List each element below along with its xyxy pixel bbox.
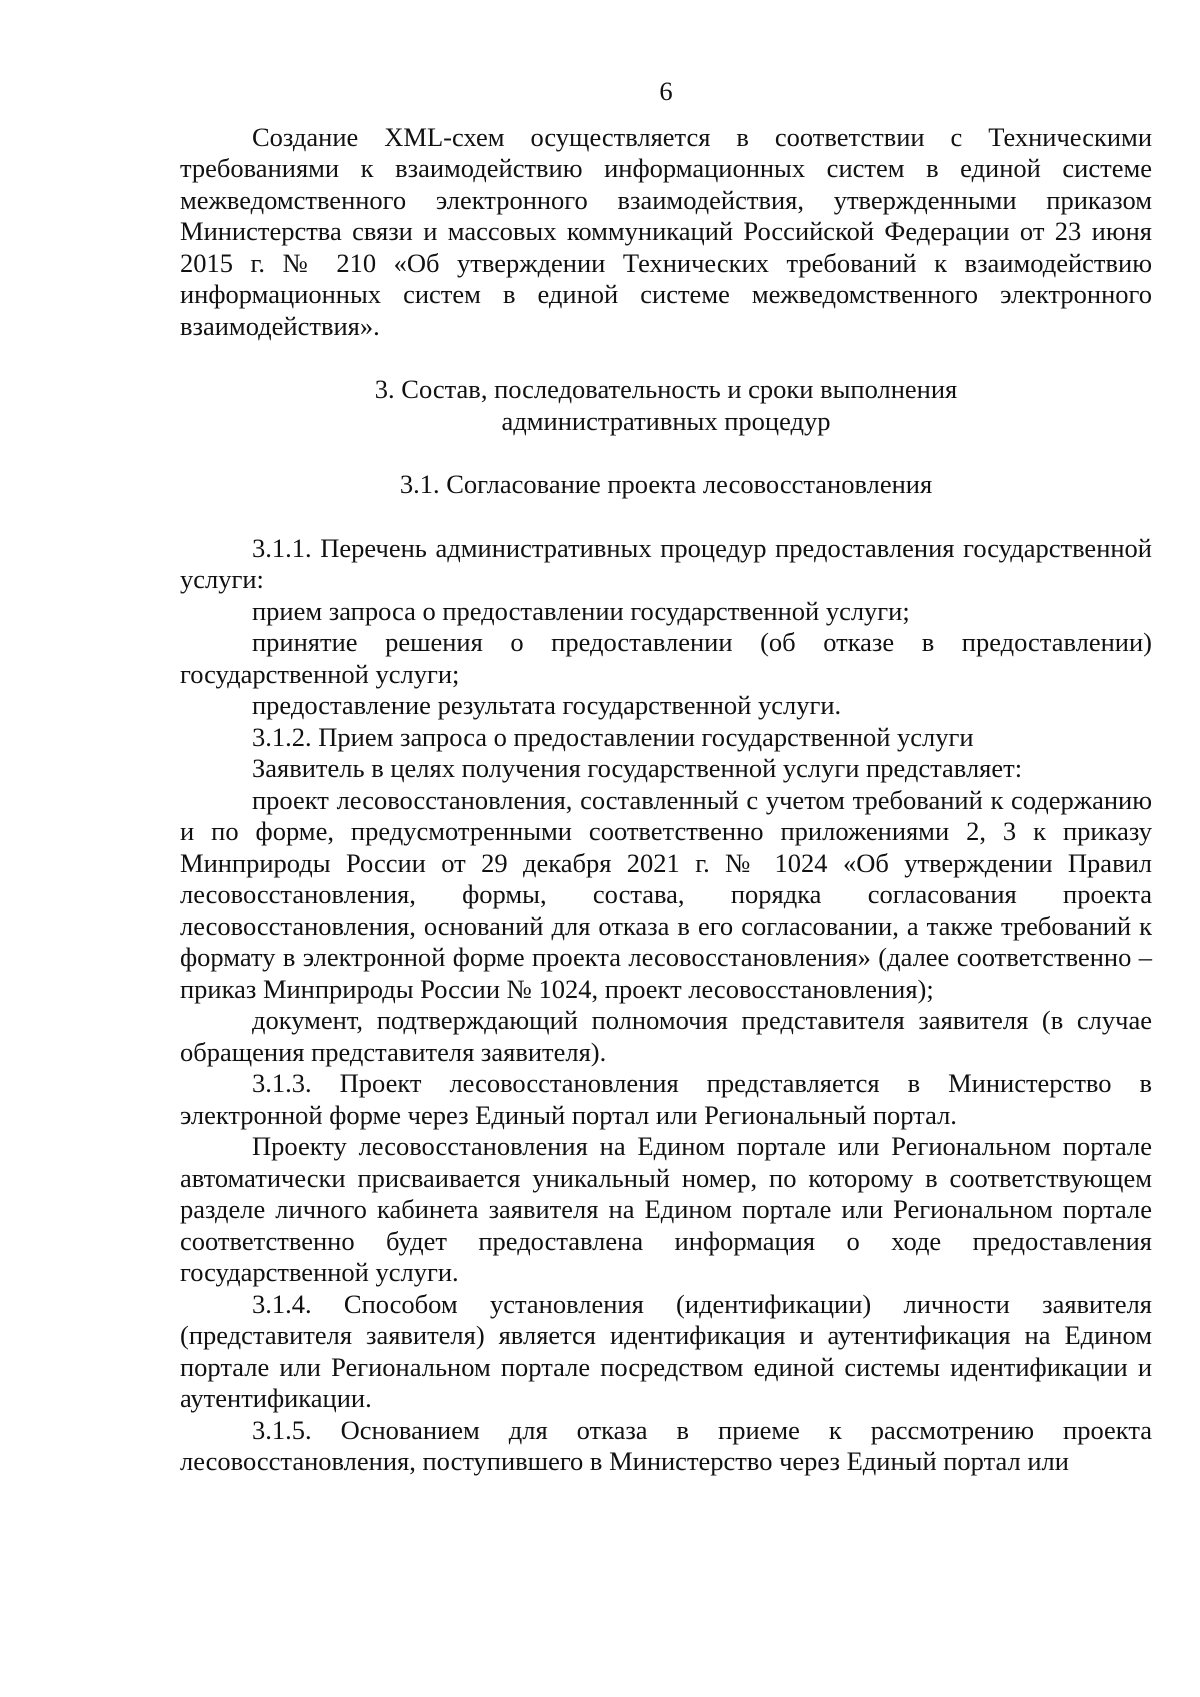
section-heading: [180, 374, 1152, 437]
paragraph-unique-number: Проекту лесовосстановления на Едином портале или Региональном портале автоматически присваивается уникальный номер, по которому в соответствующем разделе личного кабинета заявителя на Едином портале или Региональном портале соответственно будет предоставлена информация о ходе предоставления государственной услуги.: [180, 1131, 1152, 1287]
paragraph-xml-schemas: Создание XML-схем осуществляется в соответствии с Техническими требованиями к взаимодействию информационных систем в единой системе межведомственного электронного взаимодействия, утвержденными приказом Министерства связи и массовых коммуникаций Российской Федерации от 23 июня 2015 г. № 210 «Об утверждении Технических требований к взаимодействию информационных систем в единой системе межведомственного электронного взаимодействия».: [180, 121, 1152, 341]
page-number: 6: [659, 76, 673, 106]
list-item-authority-document: документ, подтверждающий полномочия представителя заявителя (в случае обращения представителя заявителя).: [180, 1005, 1152, 1067]
paragraph-3-1-3: 3.1.3. Проект лесовосстановления представляется в Министерство в электронной форме через Единый портал или Региональный портал.: [180, 1068, 1152, 1130]
list-item-result: предоставление результата государственной услуги.: [252, 690, 842, 720]
section-heading-line-1: 3. Состав, последовательность и сроки выполнения: [374, 374, 958, 404]
list-item-reforestation-project: проект лесовосстановления, составленный с учетом требований к содержанию и по форме, предусмотренными соответственно приложениями 2, 3 к приказу Минприроды России от 29 декабря 2021 г. № 1024 «Об утверждении Правил лесовосстановления, формы, состава, порядка согласования проекта лесовосстановления, оснований для отказа в его согласовании, а также требований к формату в электронной форме проекта лесовосстановления» (далее соответственно – приказ Минприроды России № 1024, проект лесовосстановления);: [180, 784, 1152, 1004]
paragraph-3-1-5: 3.1.5. Основанием для отказа в приеме к рассмотрению проекта лесовосстановления, поступившего в Министерство через Единый портал или: [180, 1414, 1152, 1476]
paragraph-3-1-2: 3.1.2. Прием запроса о предоставлении государственной услуги: [252, 721, 974, 752]
section-heading-line-2: административных процедур: [501, 405, 831, 436]
paragraph-applicant-submits: Заявитель в целях получения государственной услуги представляет:: [252, 753, 1023, 783]
list-item-decision: принятие решения о предоставлении (об отказе в предоставлении) государственной услуги;: [180, 627, 1152, 689]
list-item-receive-request: прием запроса о предоставлении государственной услуги;: [252, 595, 910, 626]
page-content: [180, 76, 1152, 1478]
subsection-heading: 3.1. Согласование проекта лесовосстановления: [399, 469, 933, 499]
paragraph-3-1-4: 3.1.4. Способом установления (идентификации) личности заявителя (представителя заявителя) является идентификация и аутентификация на Едином портале или Региональном портале посредством единой системы идентификации и аутентификации.: [180, 1288, 1152, 1413]
paragraph-3-1-1: 3.1.1. Перечень административных процедур предоставления государственной услуги:: [180, 532, 1152, 594]
